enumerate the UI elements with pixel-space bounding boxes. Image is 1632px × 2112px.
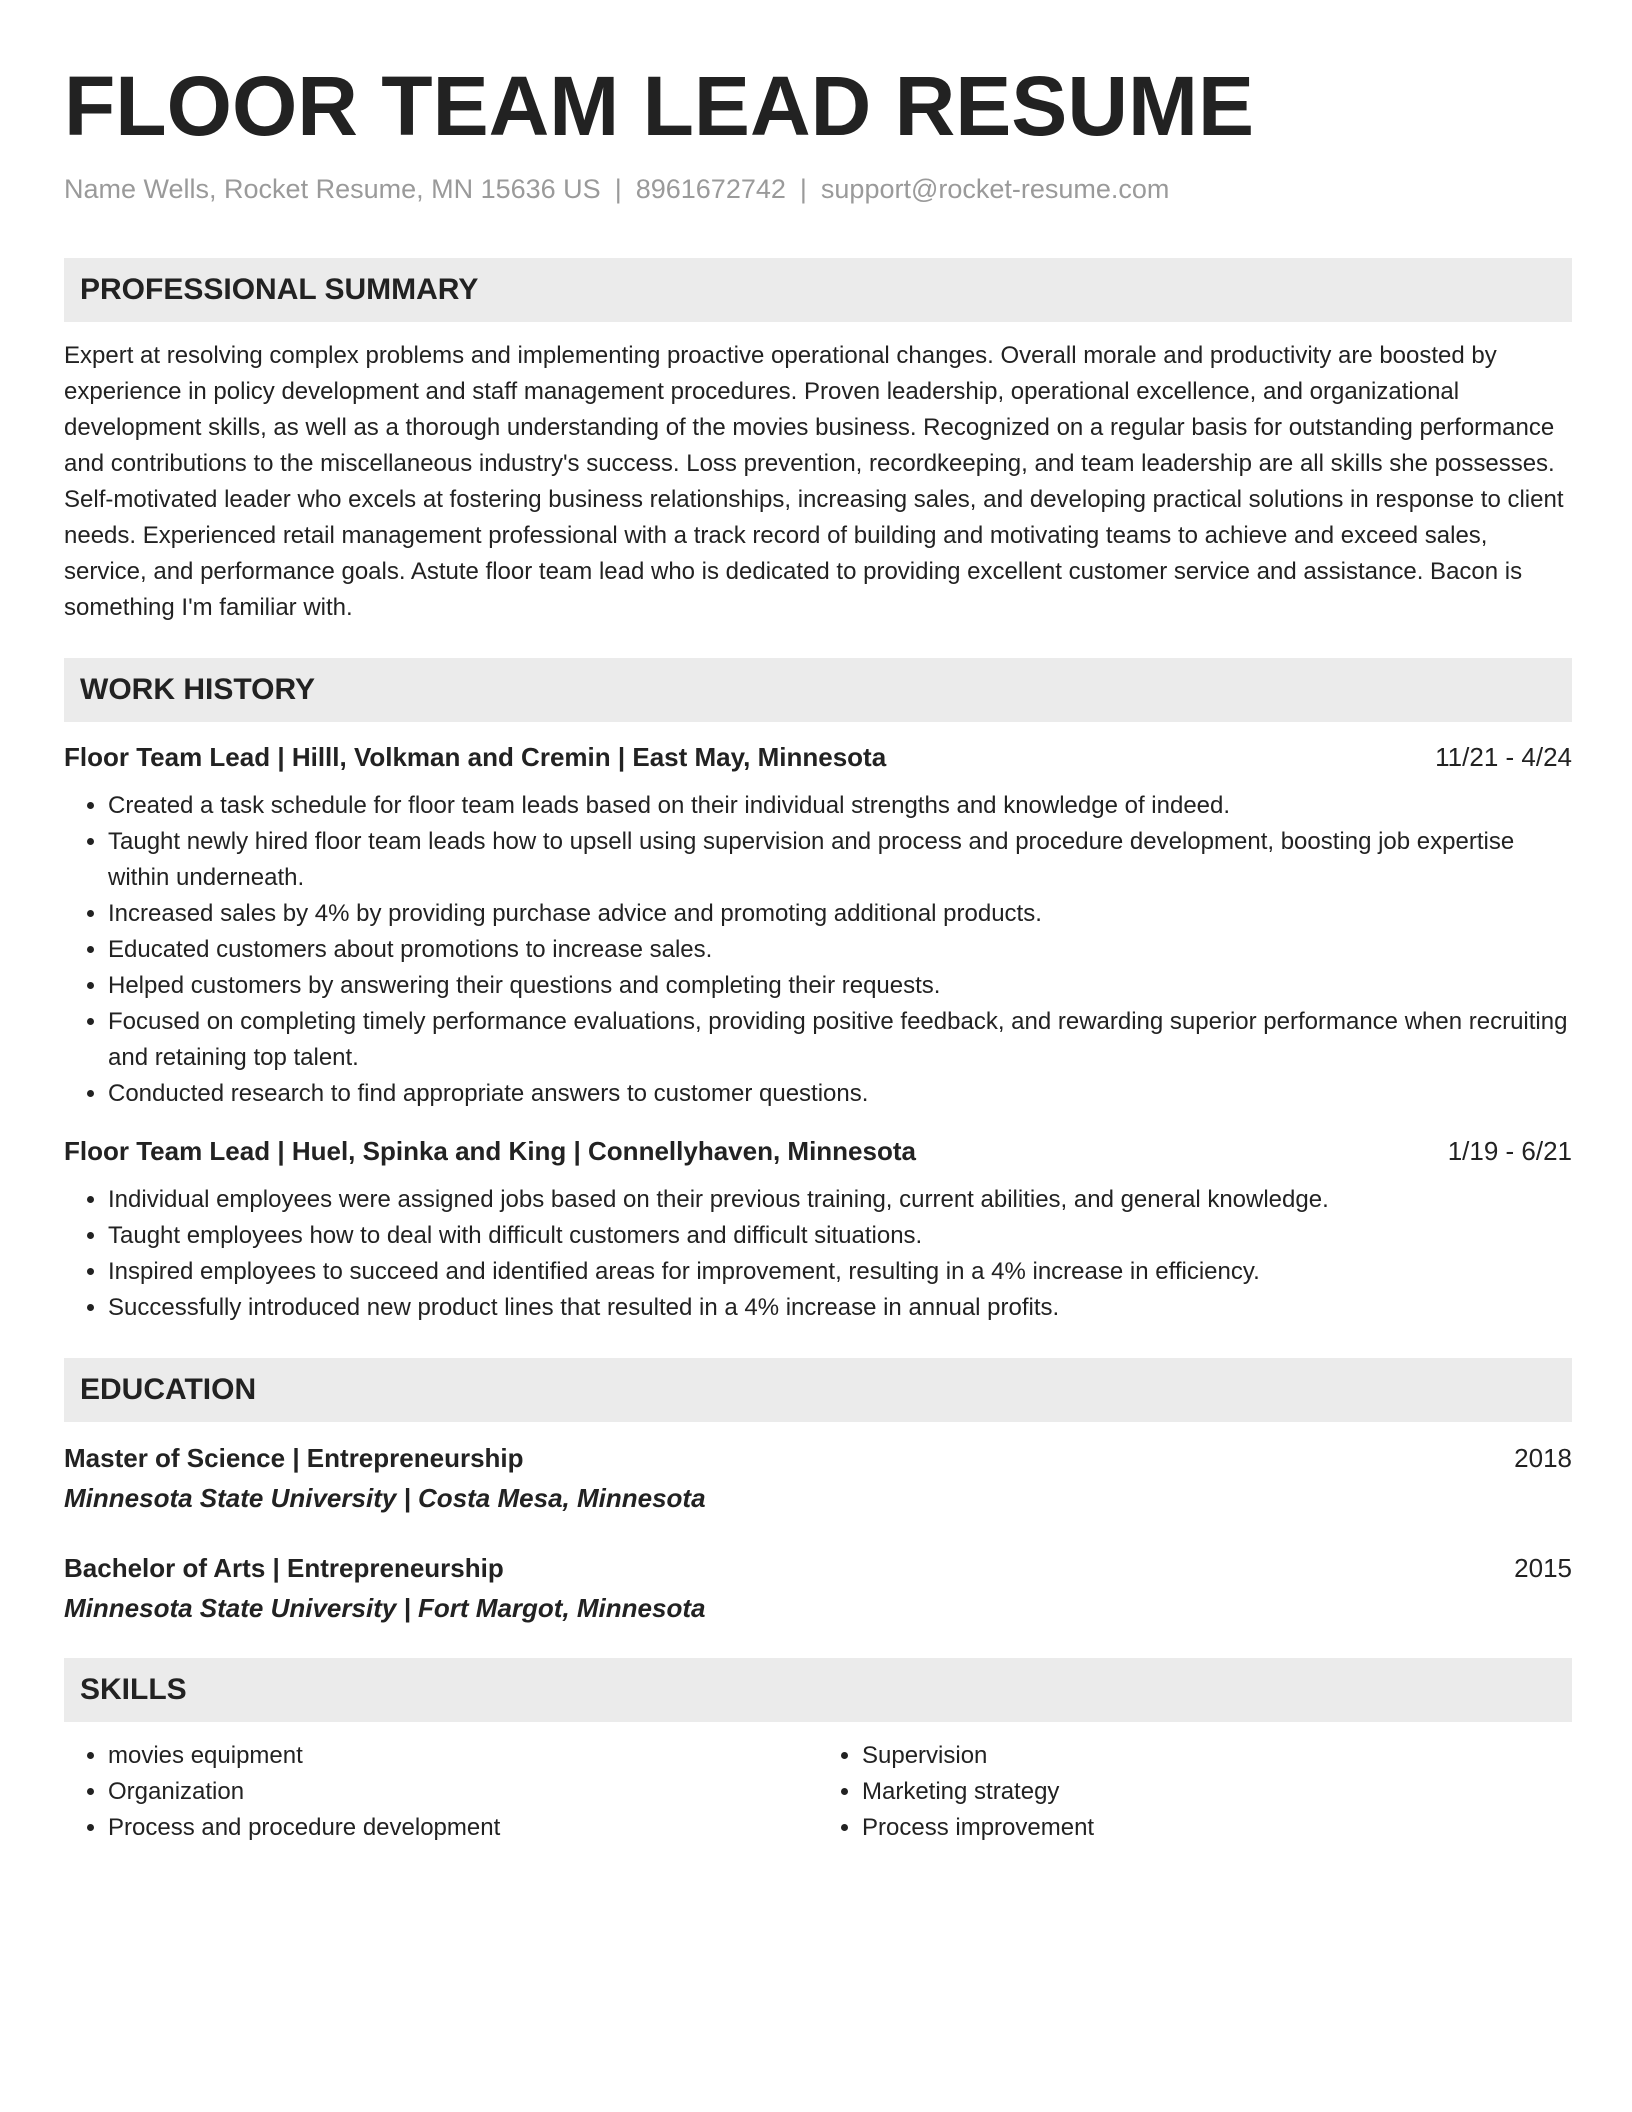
job-dates: 11/21 - 4/24	[1435, 742, 1572, 772]
job-bullet: • Inspired employees to succeed and identified areas for improvement, resulting in a 4% increase in efficiency.	[108, 1254, 1572, 1290]
job-title: Floor Team Lead | Huel, Spinka and King | Connellyhaven, Minnesota	[64, 1136, 916, 1166]
education-header	[64, 1438, 1572, 1478]
job-bullet: • Helped customers by answering their questions and completing their requests.	[108, 968, 1572, 1004]
education-header	[64, 1548, 1572, 1588]
job-bullets	[64, 1182, 1572, 1326]
section-heading-work-history: WORK HISTORY	[64, 658, 1572, 722]
job-bullet: • Individual employees were assigned jobs based on their previous training, current abilities, and general knowledge.	[108, 1182, 1572, 1218]
skill-item: • Supervision	[862, 1738, 1572, 1774]
education-school: Minnesota State University | Costa Mesa, Minnesota	[64, 1483, 706, 1513]
skills-list	[64, 1738, 1572, 1846]
job-bullets	[64, 788, 1572, 1112]
job-bullet: • Created a task schedule for floor team leads based on their individual strengths and knowledge of indeed.	[108, 788, 1572, 824]
education-entry	[64, 1548, 1572, 1628]
skill-item: • Marketing strategy	[862, 1774, 1572, 1810]
section-heading-summary: PROFESSIONAL SUMMARY	[64, 258, 1572, 322]
education-year: 2015	[1514, 1553, 1572, 1583]
job-title: Floor Team Lead | Hilll, Volkman and Cremin | East May, Minnesota	[64, 742, 887, 772]
skill-item: • Organization	[108, 1774, 818, 1810]
contact-separator: |	[799, 174, 807, 204]
job-bullet: • Focused on completing timely performance evaluations, providing positive feedback, and rewarding superior performance when recruiting and retaining top talent.	[108, 1004, 1572, 1076]
job-bullet: • Taught employees how to deal with difficult customers and difficult situations.	[108, 1218, 1572, 1254]
education-degree: Master of Science | Entrepreneurship	[64, 1443, 524, 1473]
job-header	[64, 740, 1572, 774]
contact-separator: |	[614, 174, 622, 204]
job-bullet: • Increased sales by 4% by providing purchase advice and promoting additional products.	[108, 896, 1572, 932]
education-entry	[64, 1438, 1572, 1518]
education-year: 2018	[1514, 1443, 1572, 1473]
job-header	[64, 1134, 1572, 1168]
job-bullet: • Conducted research to find appropriate answers to customer questions.	[108, 1076, 1572, 1112]
skill-item: • movies equipment	[108, 1738, 818, 1774]
job-bullet: • Educated customers about promotions to increase sales.	[108, 932, 1572, 968]
skills-column-left	[64, 1738, 818, 1846]
section-heading-skills: SKILLS	[64, 1658, 1572, 1722]
job-dates: 1/19 - 6/21	[1447, 1136, 1572, 1166]
job-bullet: • Successfully introduced new product lines that resulted in a 4% increase in annual profits.	[108, 1290, 1572, 1326]
skills-column-right	[818, 1738, 1572, 1846]
section-heading-education: EDUCATION	[64, 1358, 1572, 1422]
contact-phone: 8961672742	[635, 174, 786, 204]
contact-email: support@rocket-resume.com	[820, 174, 1170, 204]
skill-item: • Process improvement	[862, 1810, 1572, 1846]
education-degree: Bachelor of Arts | Entrepreneurship	[64, 1553, 504, 1583]
education-school: Minnesota State University | Fort Margot, Minnesota	[64, 1593, 706, 1623]
resume-page	[64, 0, 1572, 1846]
resume-title: FLOOR TEAM LEAD RESUME	[64, 59, 1254, 153]
contact-line	[64, 172, 1572, 206]
job-bullet: • Taught newly hired floor team leads how to upsell using supervision and process and procedure development, boosting job expertise within underneath.	[108, 824, 1572, 896]
job-entry	[64, 1134, 1572, 1326]
skill-item: • Process and procedure development	[108, 1810, 818, 1846]
summary-text: Expert at resolving complex problems and implementing proactive operational changes. Overall morale and productivity are boosted by experience in policy development and staff management procedures. Proven leadership, operational excellence, and organizational development skills, as well as a thorough understanding of the movies business. Recognized on a regular basis for outstanding performance and contributions to the miscellaneous industry's success. Loss prevention, recordkeeping, and team leadership are all skills she possesses. Self-motivated leader who excels at fostering business relationships, increasing sales, and developing practical solutions in response to client needs. Experienced retail management professional with a track record of building and motivating teams to achieve and exceed sales, service, and performance goals. Astute floor team lead who is dedicated to providing excellent customer service and assistance. Bacon is something I'm familiar with.	[64, 342, 1564, 621]
contact-address: Name Wells, Rocket Resume, MN 15636 US	[64, 174, 601, 204]
job-entry	[64, 740, 1572, 1112]
